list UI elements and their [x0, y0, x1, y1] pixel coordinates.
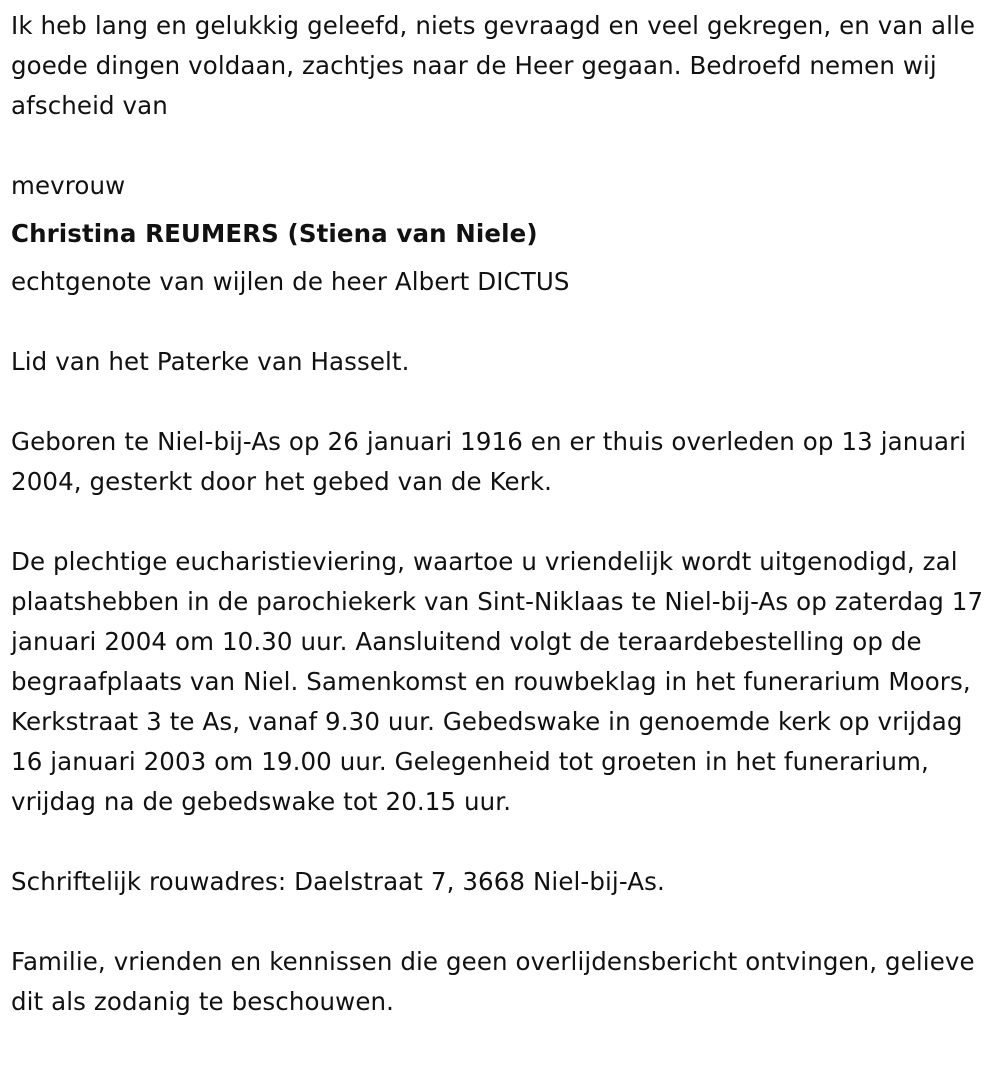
intro-text: Ik heb lang en gelukkig geleefd, niets gevraagd en veel gekregen, en van alle goede dingen voldaan, zachtjes naar de Heer gegaan. Bedroefd nemen wij afscheid van — [11, 11, 976, 120]
ceremony-text: De plechtige eucharistieviering, waartoe u vriendelijk wordt uitgenodigd, zal plaatshebben in de parochiekerk van Sint-Niklaas te Niel-bij-As op zaterdag 17 januari 2004 om 10.30 uur. Aansluitend volgt de teraardebestelling op de begraafplaats van Niel. Samenkomst en rouwbeklag in het funerarium Moors, Kerkstraat 3 te As, vanaf 9.30 uur. Gebedswake in genoemde kerk op vrijdag 16 januari 2003 om 19.00 uur. Gelegenheid tot groeten in het funerarium, vrijdag na de gebedswake tot 20.15 uur. — [11, 547, 984, 816]
title-text: mevrouw — [11, 171, 126, 200]
closing-text: Familie, vrienden en kennissen die geen overlijdensbericht ontvingen, gelieve dit als zodanig te beschouwen. — [11, 947, 975, 1016]
deceased-name: Christina REUMERS (Stiena van Niele) — [11, 219, 538, 248]
obituary-notice — [11, 6, 996, 1022]
spouse-text: echtgenote van wijlen de heer Albert DICTUS — [11, 267, 570, 296]
birth-death-text: Geboren te Niel-bij-As op 26 januari 1916 en er thuis overleden op 13 januari 2004, gesterkt door het gebed van de Kerk. — [11, 427, 967, 496]
address-text: Schriftelijk rouwadres: Daelstraat 7, 3668 Niel-bij-As. — [11, 867, 665, 896]
membership-text: Lid van het Paterke van Hasselt. — [11, 347, 410, 376]
